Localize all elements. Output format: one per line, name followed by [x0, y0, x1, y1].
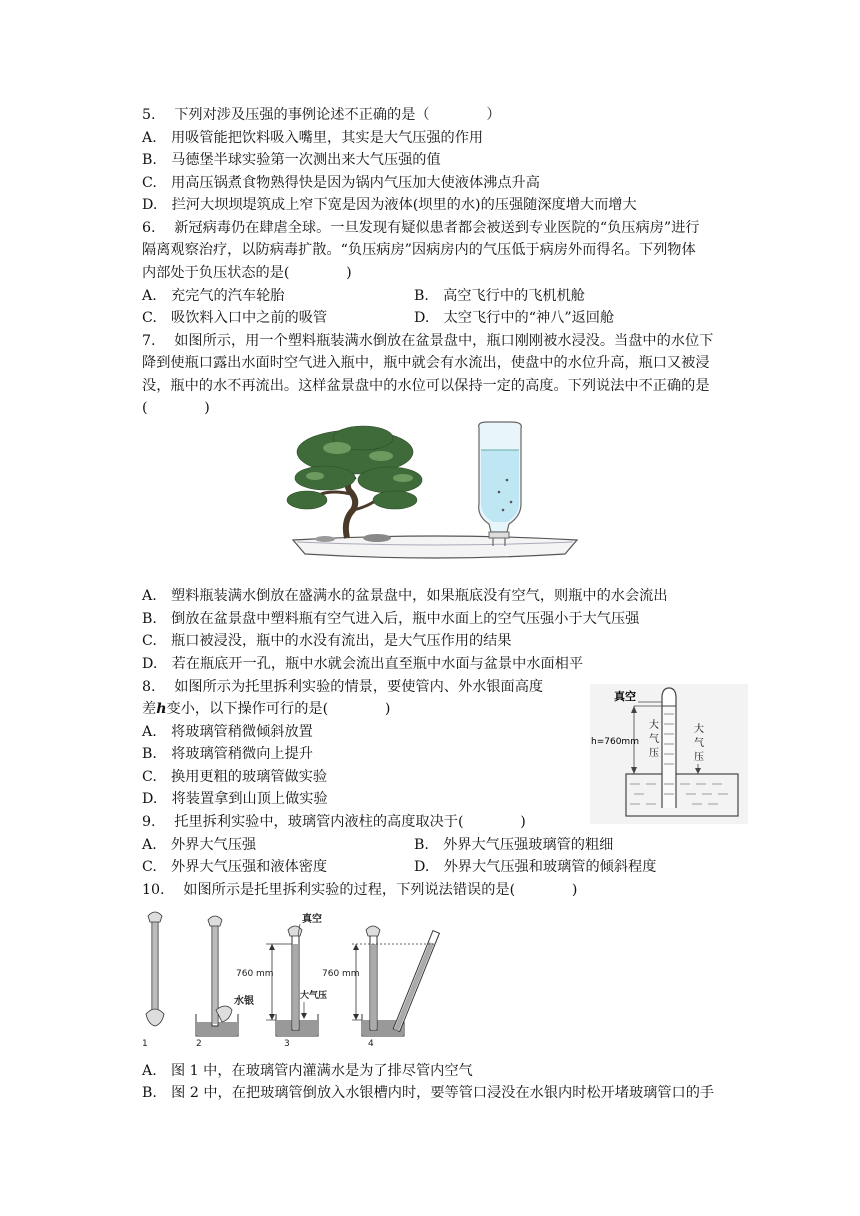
- q7-stem-line3: 没，瓶中的水不再流出。这样盆景盘中的水位可以保持一定的高度。下列说法中不正确的是: [142, 378, 710, 394]
- q8-option-a: A. 将玻璃管稍微倾斜放置: [142, 724, 313, 740]
- q7-stem-line4: ( ): [142, 400, 210, 416]
- q7-stem-line1: 7. 如图所示，用一个塑料瓶装满水倒放在盆景盘中，瓶口刚刚被水浸没。当盘中的水位下: [142, 333, 714, 349]
- q7-option-d: D. 若在瓶底开一孔，瓶中水就会流出直至瓶中水面与盆景中水面相平: [142, 656, 584, 672]
- q6-option-d: D. 太空飞行中的“神八”返回舱: [414, 310, 615, 326]
- q5-option-c: C. 用高压锅煮食物熟得快是因为锅内气压加大使液体沸点升高: [142, 175, 540, 191]
- height-label-b: 760 mm: [322, 969, 360, 979]
- fig-inner-atm-2: 气: [649, 734, 659, 745]
- height-label-a: 760 mm: [236, 969, 274, 979]
- q7-stem-line2: 降到使瓶口露出水面时空气进入瓶中，瓶中就会有水流出，使盘中的水位升高，瓶口又被浸: [142, 355, 710, 371]
- q8-option-c: C. 换用更粗的玻璃管做实验: [142, 769, 328, 785]
- step-2: [196, 916, 254, 1049]
- vacuum-label: 真空: [302, 914, 322, 925]
- q10-option-b: B. 图 2 中，在把玻璃管倒放入水银槽内时，要等管口浸没在水银内时松开堵玻璃管口的手: [142, 1085, 715, 1101]
- fig-height-label: h=760mm: [591, 737, 639, 747]
- bonsai-bottle-figure: [285, 420, 585, 570]
- q9-option-b: B. 外界大气压强玻璃管的粗细: [414, 837, 614, 853]
- q6-option-c: C. 吸饮料入口中之前的吸管: [142, 310, 328, 326]
- q6-option-a: A. 充完气的汽车轮胎: [142, 288, 285, 304]
- q5-option-d: D. 拦河大坝坝堤筑成上窄下宽是因为液体(坝里的水)的压强随深度增大而增大: [142, 197, 637, 213]
- step-4: [322, 926, 439, 1049]
- q10-option-a: A. 图 1 中，在玻璃管内灌满水是为了排尽管内空气: [142, 1063, 473, 1079]
- q7-option-a: A. 塑料瓶装满水倒放在盛满水的盆景盘中，如果瓶底没有空气，则瓶中的水会流出: [142, 588, 668, 604]
- q6-stem-line2: 隔离观察治疗，以防病毒扩散。“负压病房”因病房内的气压低于病房外而得名。下列物体: [142, 242, 696, 258]
- fig-vacuum-label: 真空: [614, 690, 636, 703]
- step-4-number: 4: [368, 1039, 374, 1049]
- q9-stem: 9. 托里拆利实验中，玻璃管内液柱的高度取决于( ): [142, 814, 526, 830]
- fig-outer-atm-3: 压: [694, 752, 704, 763]
- fig-outer-atm-2: 气: [694, 738, 704, 749]
- q6-stem-line1: 6. 新冠病毒仍在肆虐全球。一旦发现有疑似患者都会被送到专业医院的“负压病房”进行: [142, 220, 700, 236]
- step-2-number: 2: [196, 1039, 202, 1049]
- q9-option-d: D. 外界大气压强和玻璃管的倾斜程度: [414, 859, 657, 875]
- q7-option-c: C. 瓶口被浸没，瓶中的水没有流出，是大气压作用的结果: [142, 633, 512, 649]
- q8-stem-line1: 8. 如图所示为托里拆利实验的情景，要使管内、外水银面高度: [142, 679, 544, 695]
- q7-option-b: B. 倒放在盆景盘中塑料瓶有空气进入后，瓶中水面上的空气压强小于大气压强: [142, 611, 640, 627]
- q8-stem-line2: 差h变小，以下操作可行的是( ): [142, 701, 391, 717]
- torricelli-figure: [590, 684, 748, 824]
- step-1: [142, 912, 164, 1049]
- q5-stem: 5. 下列对涉及压强的事例论述不正确的是（ ）: [142, 107, 501, 123]
- torricelli-process-figure: [140, 910, 446, 1050]
- fig-outer-atm-1: 大: [694, 724, 704, 735]
- step-1-number: 1: [142, 1039, 148, 1049]
- fig-inner-atm-1: 大: [649, 720, 659, 731]
- step-3: [236, 912, 327, 1049]
- inverted-bottle: [479, 422, 522, 546]
- q8-option-d: D. 将装置拿到山顶上做实验: [142, 791, 328, 807]
- q9-option-c: C. 外界大气压强和液体密度: [142, 859, 328, 875]
- q8-option-b: B. 将玻璃管稍微向上提升: [142, 746, 313, 762]
- q6-option-b: B. 高空飞行中的飞机机舱: [414, 288, 585, 304]
- fig-inner-atm-3: 压: [649, 748, 659, 759]
- atm-label: 大气压: [300, 991, 328, 1001]
- q5-option-a: A. 用吸管能把饮料吸入嘴里，其实是大气压强的作用: [142, 130, 484, 146]
- step-3-number: 3: [284, 1039, 290, 1049]
- q10-stem: 10. 如图所示是托里拆利实验的过程，下列说法错误的是( ): [142, 882, 578, 898]
- q6-stem-line3: 内部处于负压状态的是( ): [142, 265, 352, 281]
- mercury-label: 水银: [234, 996, 254, 1007]
- q5-option-b: B. 马德堡半球实验第一次测出来大气压强的值: [142, 152, 441, 168]
- q9-option-a: A. 外界大气压强: [142, 837, 257, 853]
